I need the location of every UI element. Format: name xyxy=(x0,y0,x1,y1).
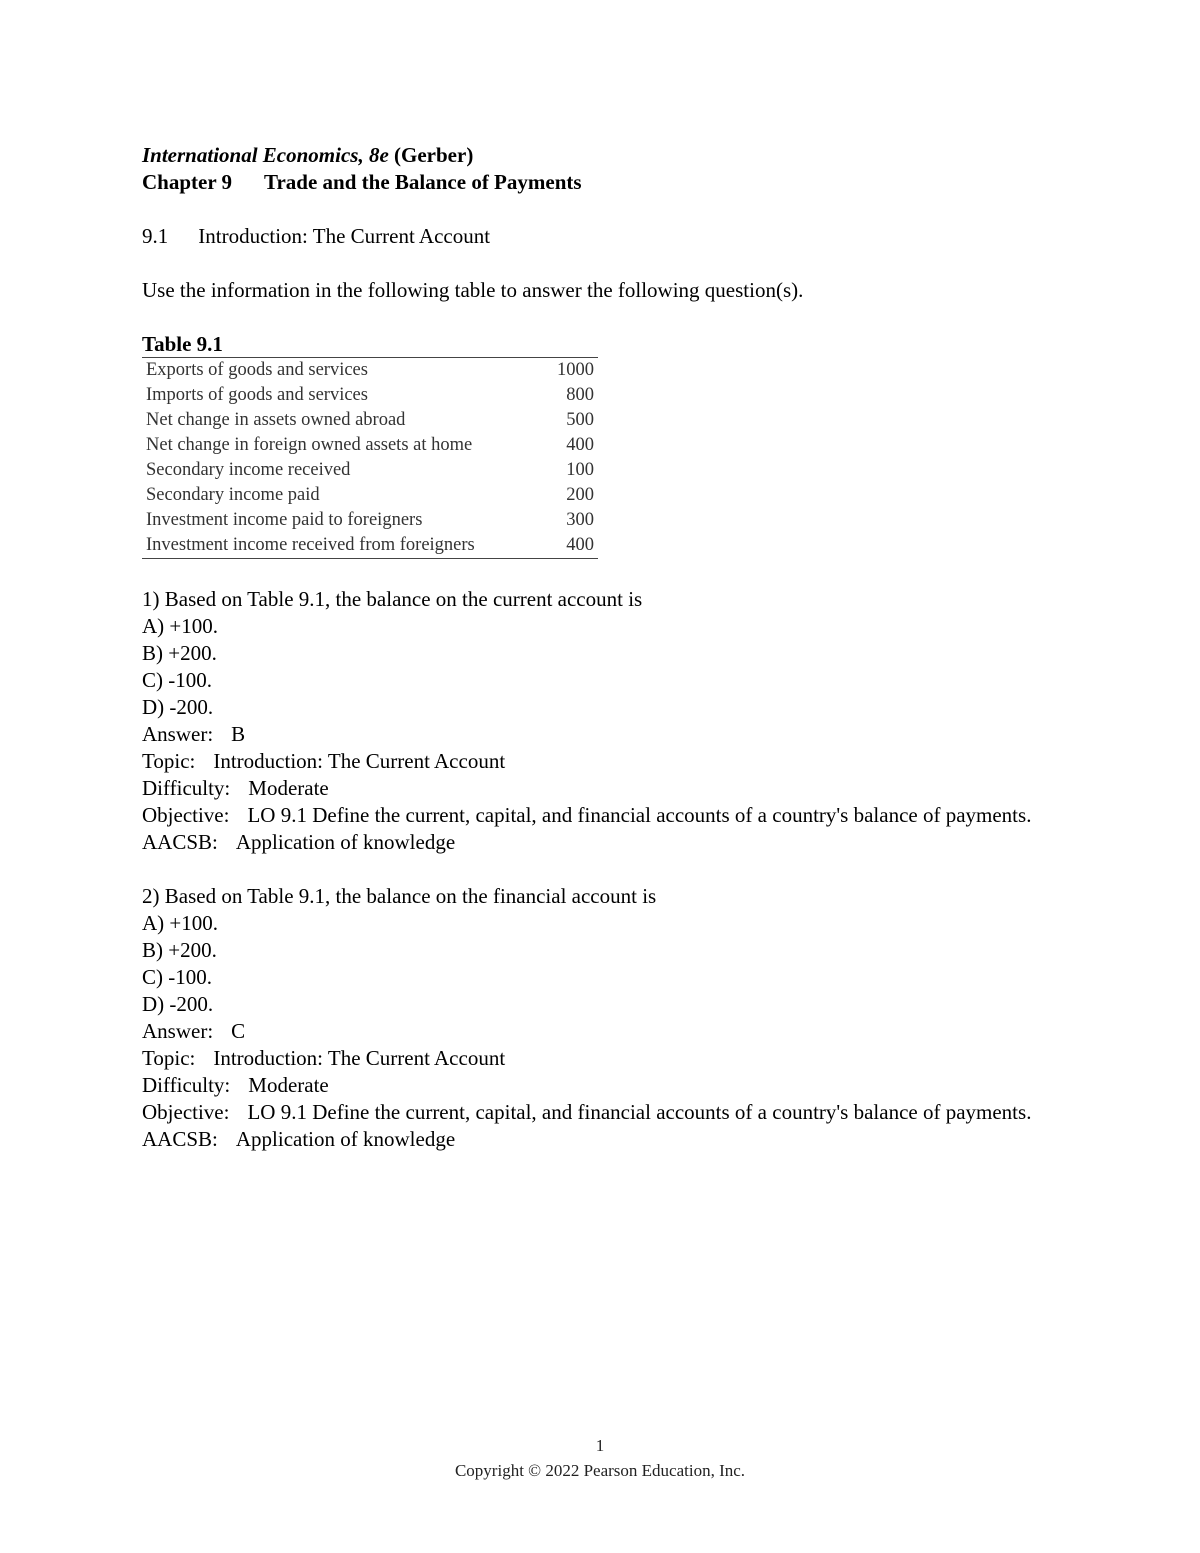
table-row xyxy=(142,508,598,533)
aacsb-line xyxy=(142,829,1062,856)
row-label: Investment income received from foreigners xyxy=(142,533,544,559)
option-c: C) -100. xyxy=(142,965,212,989)
section-title: Introduction: The Current Account xyxy=(198,224,491,248)
difficulty-label: Difficulty: xyxy=(142,1073,231,1097)
difficulty-line xyxy=(142,775,1062,802)
topic-label: Topic: xyxy=(142,749,196,773)
question-stem: 2) Based on Table 9.1, the balance on the financial account is xyxy=(142,884,657,908)
table-row xyxy=(142,383,598,408)
row-label: Secondary income received xyxy=(146,460,351,480)
difficulty-line xyxy=(142,1072,1062,1099)
instruction-text: Use the information in the following table to answer the following question(s). xyxy=(142,278,804,302)
answer-label: Answer: xyxy=(142,1019,214,1043)
objective-label: Objective: xyxy=(142,803,230,827)
aacsb-label: AACSB: xyxy=(142,1127,218,1151)
table-title: Table 9.1 xyxy=(142,332,223,356)
option-b: B) +200. xyxy=(142,641,217,665)
difficulty-value: Moderate xyxy=(248,776,329,800)
answer-line xyxy=(142,1018,1062,1045)
objective-line xyxy=(142,802,1062,829)
page-number: 1 xyxy=(595,1436,605,1455)
copyright-notice: Copyright © 2022 Pearson Education, Inc. xyxy=(454,1461,746,1480)
row-label: Secondary income paid xyxy=(146,485,320,505)
table-row xyxy=(142,533,598,559)
option-a: A) +100. xyxy=(142,614,219,638)
book-title xyxy=(142,142,1062,169)
row-value: 100 xyxy=(566,460,594,480)
answer-label: Answer: xyxy=(142,722,214,746)
row-value: 1000 xyxy=(544,358,598,384)
answer-line xyxy=(142,721,1062,748)
chapter-label: Chapter 9 xyxy=(142,170,233,194)
difficulty-value: Moderate xyxy=(248,1073,329,1097)
aacsb-value: Application of knowledge xyxy=(235,830,456,854)
document-page xyxy=(142,142,1062,1153)
chapter-title: Trade and the Balance of Payments xyxy=(264,170,582,194)
topic-value: Introduction: The Current Account xyxy=(213,1046,506,1070)
data-table xyxy=(142,357,598,559)
topic-line xyxy=(142,748,1062,775)
answer-value: C xyxy=(231,1019,246,1043)
row-value: 500 xyxy=(566,410,594,430)
aacsb-value: Application of knowledge xyxy=(235,1127,456,1151)
objective-value: LO 9.1 Define the current, capital, and financial accounts of a country's balance of payments. xyxy=(247,803,1032,827)
table-row xyxy=(142,408,598,433)
option-a: A) +100. xyxy=(142,911,219,935)
topic-line xyxy=(142,1045,1062,1072)
table-row xyxy=(142,358,598,384)
row-value: 300 xyxy=(566,510,594,530)
aacsb-label: AACSB: xyxy=(142,830,218,854)
objective-value: LO 9.1 Define the current, capital, and financial accounts of a country's balance of payments. xyxy=(247,1100,1032,1124)
difficulty-label: Difficulty: xyxy=(142,776,231,800)
chapter-heading xyxy=(142,169,1062,196)
topic-value: Introduction: The Current Account xyxy=(213,749,506,773)
option-c: C) -100. xyxy=(142,668,212,692)
row-label: Investment income paid to foreigners xyxy=(146,510,423,530)
row-value: 400 xyxy=(544,533,598,559)
option-d: D) -200. xyxy=(142,695,214,719)
book-title-italic: International Economics, 8e xyxy=(142,143,389,167)
row-value: 400 xyxy=(566,435,594,455)
row-label: Imports of goods and services xyxy=(146,385,368,405)
question-1 xyxy=(142,586,1062,856)
book-author: (Gerber) xyxy=(394,143,474,167)
row-label: Net change in assets owned abroad xyxy=(146,410,406,430)
topic-label: Topic: xyxy=(142,1046,196,1070)
question-stem: 1) Based on Table 9.1, the balance on the current account is xyxy=(142,587,643,611)
section-heading xyxy=(142,223,1062,250)
aacsb-line xyxy=(142,1126,1062,1153)
section-number: 9.1 xyxy=(142,224,169,248)
option-d: D) -200. xyxy=(142,992,214,1016)
table-row xyxy=(142,433,598,458)
row-label: Exports of goods and services xyxy=(142,358,544,384)
row-label: Net change in foreign owned assets at home xyxy=(146,435,473,455)
option-b: B) +200. xyxy=(142,938,217,962)
row-value: 200 xyxy=(566,485,594,505)
table-row xyxy=(142,458,598,483)
table-row xyxy=(142,483,598,508)
answer-value: B xyxy=(231,722,246,746)
question-2 xyxy=(142,883,1062,1153)
objective-label: Objective: xyxy=(142,1100,230,1124)
objective-line xyxy=(142,1099,1062,1126)
row-value: 800 xyxy=(566,385,594,405)
